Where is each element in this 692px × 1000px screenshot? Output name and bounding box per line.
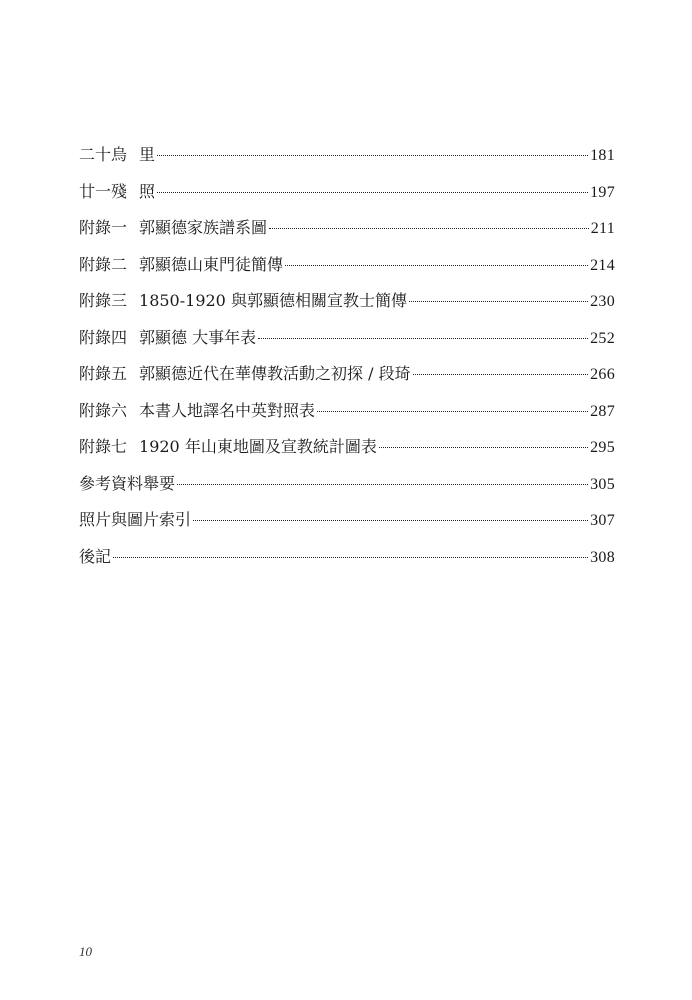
toc-entry-title: 里: [139, 145, 156, 164]
toc-entry-title: 郭顯德近代在華傳教活動之初探 / 段琦: [139, 364, 411, 383]
dot-leader: [157, 192, 588, 193]
toc-entry-prefix: 附錄三: [79, 291, 128, 310]
dot-leader: [193, 520, 588, 521]
toc-entry-page: 230: [590, 293, 615, 310]
dot-leader: [379, 447, 588, 448]
toc-entry: [79, 143, 615, 180]
toc-entry-label: [79, 216, 267, 240]
toc-entry-prefix: 附錄一: [79, 218, 128, 237]
table-of-contents: [79, 143, 615, 581]
toc-entry-page: 308: [590, 548, 615, 566]
toc-entry-label: [79, 362, 411, 386]
toc-entry-prefix: 附錄五: [79, 364, 128, 383]
toc-entry-label: [79, 545, 111, 569]
dot-leader: [157, 155, 588, 156]
toc-entry-prefix: 二十烏: [79, 145, 128, 164]
toc-entry: [79, 180, 615, 217]
dot-leader: [113, 557, 588, 558]
toc-entry-page: 211: [590, 220, 615, 237]
toc-entry-prefix: 後記: [79, 546, 112, 566]
page-number: 10: [79, 944, 92, 959]
toc-entry-title: 1850-1920 與郭顯德相關宣教士簡傳: [139, 291, 407, 310]
toc-entry-title: 郭顯德山東門徒簡傳: [139, 254, 284, 274]
toc-entry-page: 307: [590, 512, 615, 529]
toc-entry-title: 郭顯德家族譜系圖: [139, 218, 268, 237]
toc-entry-label: [79, 399, 315, 423]
toc-entry-label: [79, 180, 155, 204]
dot-leader: [409, 301, 588, 302]
toc-entry: [79, 362, 615, 399]
toc-entry-title: 本書人地譯名中英對照表: [139, 400, 316, 420]
toc-entry-label: [79, 289, 407, 313]
toc-entry-prefix: 附錄七: [79, 437, 128, 456]
dot-leader: [269, 228, 589, 229]
toc-entry-page: 252: [590, 329, 615, 347]
toc-entry-page: 287: [590, 402, 615, 420]
toc-entry: [79, 508, 615, 545]
toc-entry-page: 295: [590, 439, 615, 456]
toc-entry: [79, 545, 615, 582]
toc-entry-label: [79, 435, 377, 459]
toc-entry-label: [79, 472, 175, 496]
toc-entry-title: 照: [139, 181, 156, 201]
toc-entry: [79, 326, 615, 363]
toc-entry-prefix: 廿一殘: [79, 181, 128, 201]
toc-entry-page: 197: [590, 183, 615, 201]
toc-entry: [79, 253, 615, 290]
toc-entry-label: [79, 253, 283, 277]
toc-entry-title: 1920 年山東地圖及宣教統計圖表: [139, 437, 377, 456]
toc-entry-prefix: 參考資料舉要: [79, 473, 176, 493]
toc-entry-label: [79, 508, 191, 532]
toc-entry-prefix: 附錄六: [79, 400, 128, 420]
dot-leader: [317, 411, 588, 412]
toc-entry-label: [79, 326, 256, 350]
toc-entry-prefix: 照片與圖片索引: [79, 510, 192, 529]
toc-entry-page: 266: [590, 366, 615, 383]
dot-leader: [177, 484, 588, 485]
toc-entry: [79, 399, 615, 436]
toc-entry-page: 214: [590, 256, 615, 274]
toc-entry-page: 181: [590, 147, 615, 164]
toc-entry-label: [79, 143, 155, 167]
toc-entry-prefix: 附錄四: [79, 327, 128, 347]
toc-entry: [79, 289, 615, 326]
toc-entry: [79, 435, 615, 472]
dot-leader: [258, 338, 588, 339]
toc-entry: [79, 472, 615, 509]
dot-leader: [285, 265, 588, 266]
toc-entry-page: 305: [590, 475, 615, 493]
dot-leader: [413, 374, 589, 375]
toc-entry: [79, 216, 615, 253]
toc-entry-title: 郭顯德 大事年表: [139, 327, 257, 347]
toc-entry-prefix: 附錄二: [79, 254, 128, 274]
